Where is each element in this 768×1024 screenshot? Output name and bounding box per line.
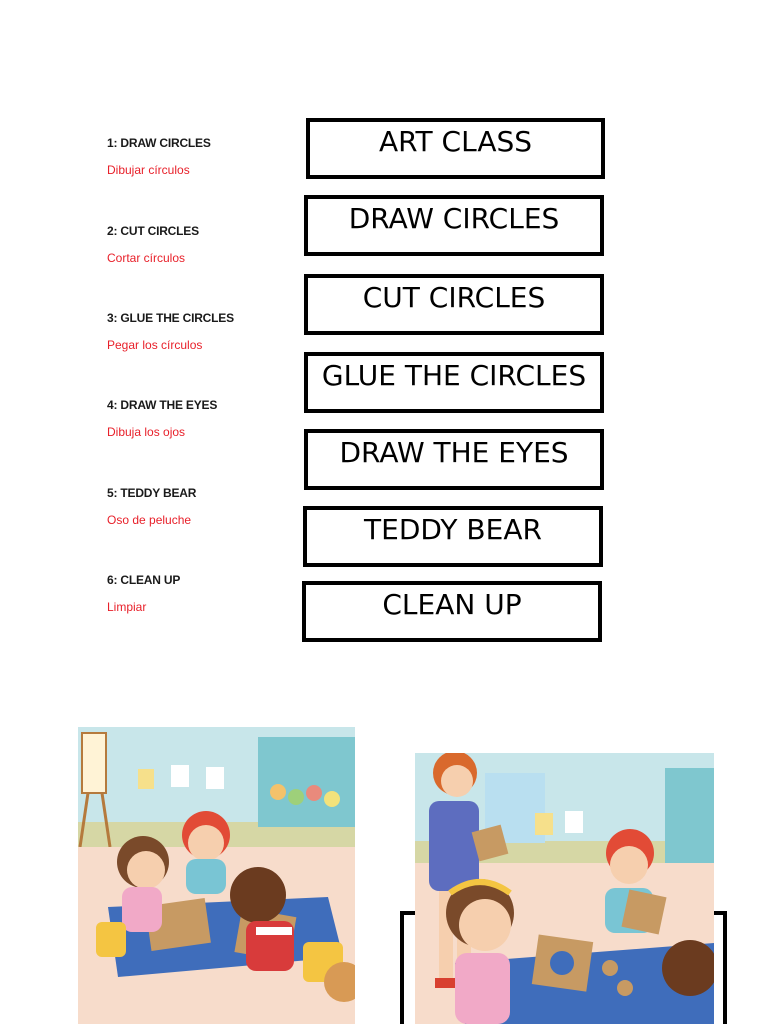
step-3 xyxy=(107,311,234,352)
step-translation: Oso de peluche xyxy=(107,513,192,527)
step-label: 1: DRAW CIRCLES xyxy=(107,136,211,150)
step-translation: Dibujar círculos xyxy=(107,163,190,177)
step-label: 5: TEDDY BEAR xyxy=(107,486,197,500)
box-cut-circles: CUT CIRCLES xyxy=(304,274,604,335)
step-6 xyxy=(107,573,180,614)
box-draw-circles: DRAW CIRCLES xyxy=(304,195,604,256)
step-5 xyxy=(107,486,196,527)
step-translation: Cortar círculos xyxy=(107,251,186,265)
step-translation: Dibuja los ojos xyxy=(107,425,186,439)
step-label: 2: CUT CIRCLES xyxy=(107,224,199,238)
step-label: 4: DRAW THE EYES xyxy=(107,398,218,412)
step-4 xyxy=(107,398,217,439)
children-cutting-circles-illustration xyxy=(415,753,714,1024)
children-drawing-circles-illustration xyxy=(78,727,355,1024)
step-translation: Limpiar xyxy=(107,600,147,614)
step-label: 6: CLEAN UP xyxy=(107,573,181,587)
box-teddy-bear: TEDDY BEAR xyxy=(303,506,603,567)
box-clean-up: CLEAN UP xyxy=(302,581,602,642)
box-glue-circles: GLUE THE CIRCLES xyxy=(304,352,604,413)
step-label: 3: GLUE THE CIRCLES xyxy=(107,311,234,325)
step-1 xyxy=(107,136,211,177)
step-2 xyxy=(107,224,199,265)
box-title: ART CLASS xyxy=(306,118,605,179)
step-translation: Pegar los círculos xyxy=(107,338,203,352)
box-draw-eyes: DRAW THE EYES xyxy=(304,429,604,490)
